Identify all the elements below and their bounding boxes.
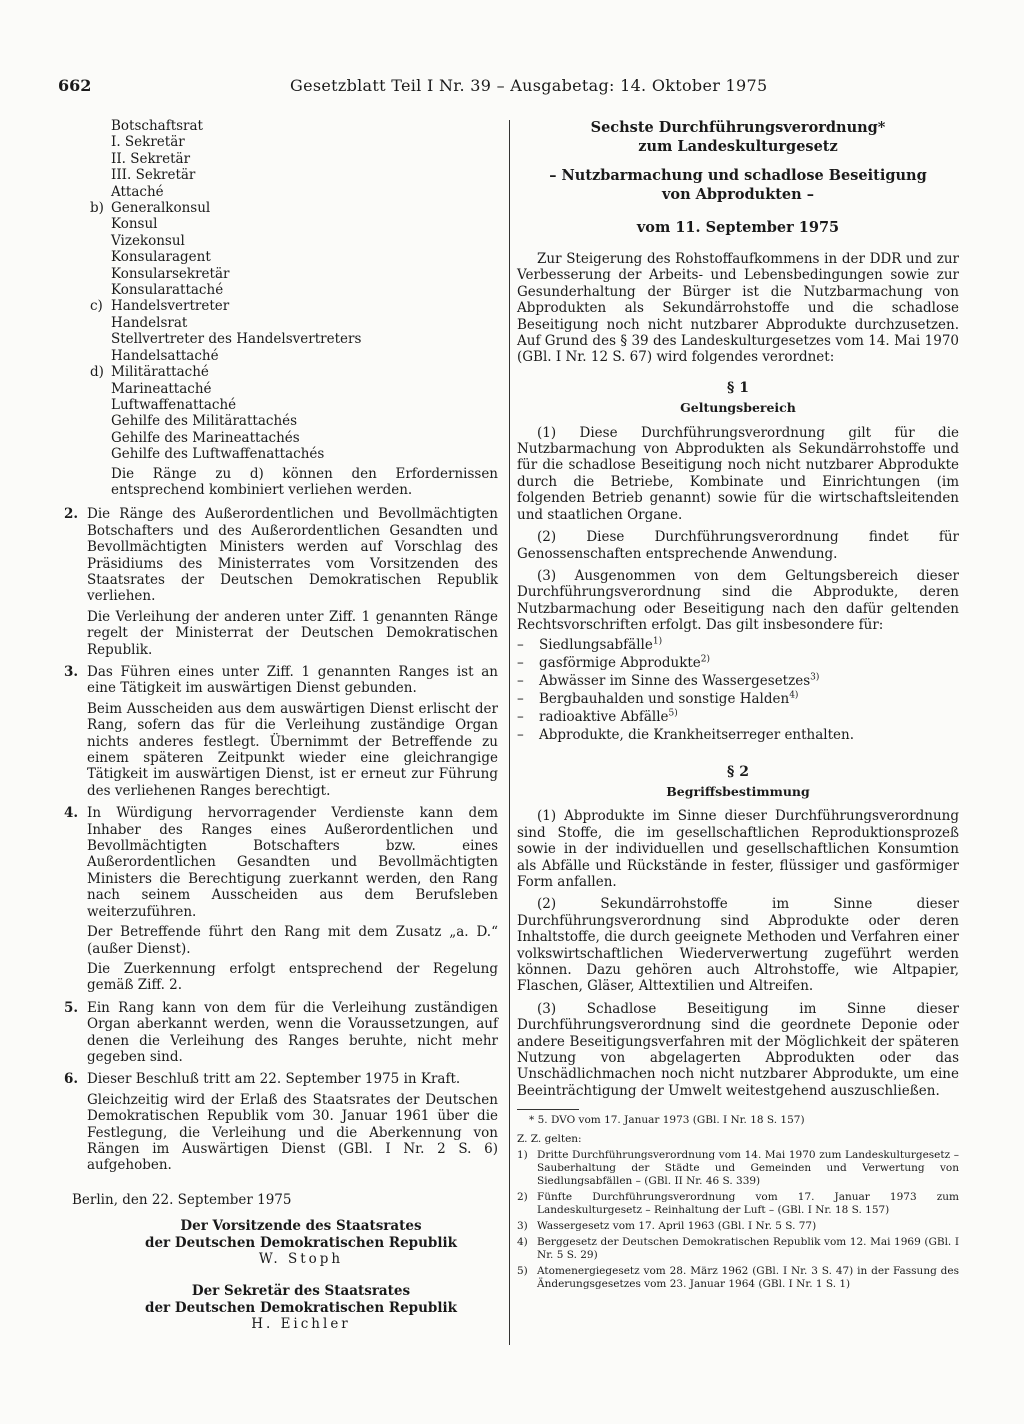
paragraph: (3) Ausgenommen von dem Geltungsbereich dieser Durchführungsverordnung sind die Abprodukte, deren Nutzbarmachung oder Beseitigung nach den dafür geltenden Rechtsvorschriften erfolgt. Das gilt insbesondere für: [517, 567, 959, 634]
clause-2 [64, 506, 498, 658]
rank-item: Konsularattaché [111, 282, 224, 299]
rank-item: Handelsvertreter [111, 298, 230, 315]
signature-block-chairman [64, 1218, 498, 1267]
column-divider [509, 120, 510, 1345]
clause-3 [64, 664, 498, 799]
list-item: – Bergbauhalden und sonstige Halden$^{4)}$ [517, 690, 959, 708]
list-label: d) [90, 364, 104, 381]
rank-list-b [64, 200, 498, 298]
paragraph: Die Verleihung der anderen unter Ziff. 1 genannten Ränge regelt der Ministerrat der Deutschen Demokratischen Republik. [87, 608, 498, 658]
paragraph: (1) Abprodukte im Sinne dieser Durchführungsverordnung sind Stoffe, die im gesellschaftlichen Reproduktionsprozeß sowie in der individuellen und gesellschaftlichen Konsumtion als Abfälle und Rückstände in fester, flüssiger und gasförmiger Form anfallen. [517, 808, 959, 890]
rank-note: Die Ränge zu d) können den Erfordernissen entsprechend kombiniert verliehen werden. [111, 465, 498, 498]
right-column [517, 118, 959, 1291]
rank-item: Konsul [111, 216, 158, 233]
footnotes [517, 1114, 959, 1291]
paragraph: (3) Schadlose Beseitigung im Sinne dieser Durchführungsverordnung sind die geordnete Deponie oder andere Beseitigungsverfahren mit der Möglichkeit der späteren Nutzung von abgelagerten Abprodukten oder das Unschädlichmachen noch nicht nutzbarer Abprodukte, um eine Beeinträchtigung der Umwelt weitestgehend auszuschließen. [517, 1000, 959, 1099]
list-item: – gasförmige Abprodukte$^{2)}$ [517, 654, 959, 672]
page-header [58, 76, 978, 98]
section-title: Geltungsbereich [680, 400, 796, 416]
rank-item: II. Sekretär [111, 150, 191, 167]
list-label: c) [90, 298, 103, 315]
clause-number: 5. [64, 999, 79, 1016]
rank-item: Militärattaché [111, 364, 209, 381]
rank-list-c [64, 298, 498, 364]
paragraph: Ein Rang kann von dem für die Verleihung zuständigen Organ aberkannt werden, wenn die Voraussetzungen, auf denen die Verleihung des Ranges beruhte, nicht mehr gegeben sind. [87, 999, 498, 1065]
signatory-title: Der Sekretär des Staatsrates [191, 1283, 411, 1300]
footnote: 3) Wassergesetz vom 17. April 1963 (GBl. I Nr. 5 S. 77) [517, 1220, 817, 1233]
signatory-name: H. Eichler [251, 1316, 351, 1333]
footnote-rule [517, 1109, 579, 1110]
footnote: 4) Berggesetz der Deutschen Demokratischen Republik vom 12. Mai 1969 (GBl. I Nr. 5 S. 29) [517, 1236, 959, 1262]
signatory-title: der Deutschen Demokratischen Republik [145, 1234, 457, 1251]
gazette-title: Gesetzblatt Teil I Nr. 39 – Ausgabetag: 14. Oktober 1975 [290, 76, 768, 95]
ordinance-title: zum Landeskulturgesetz [638, 138, 838, 155]
ordinance-date: vom 11. September 1975 [636, 219, 840, 236]
clause-number: 6. [64, 1071, 79, 1088]
ordinance-subtitle: von Abprodukten – [661, 186, 815, 203]
list-item: – Abprodukte, die Krankheitserreger enthalten. [517, 726, 959, 744]
rank-item: Gehilfe des Luftwaffenattachés [111, 446, 325, 463]
paragraph: (2) Sekundärrohstoffe im Sinne dieser Durchführungsverordnung sind Abprodukte oder deren Inhaltstoffe, die durch geeignete Methoden und Verfahren einer volkswirtschaftlichen Wiederverwertung zugeführt werden können. Dazu gehören auch Altrohstoffe, wie Altpapier, Flaschen, Gläser, Alttextilien und Altreifen. [517, 896, 959, 995]
section-number: § 2 [727, 763, 749, 780]
clause-number: 4. [64, 805, 79, 822]
footnote-star: * 5. DVO vom 17. Januar 1973 (GBl. I Nr. 18 S. 157) [529, 1114, 805, 1127]
rank-list-d [64, 364, 498, 498]
clause-5 [64, 1000, 498, 1066]
exception-list [517, 636, 959, 744]
rank-item: III. Sekretär [111, 167, 196, 184]
list-item: – Siedlungsabfälle$^{1)}$ [517, 636, 959, 654]
clause-4 [64, 805, 498, 993]
signatory-name: W. Stoph [258, 1251, 344, 1267]
footnote: 5) Atomenergiegesetz vom 28. März 1962 (GBl. I Nr. 3 S. 47) in der Fassung des Änderungsgesetzes vom 23. Januar 1964 (GBl. I Nr. 1 S. 1) [517, 1265, 959, 1291]
list-item: – radioaktive Abfälle$^{5)}$ [517, 708, 959, 726]
ordinance-subtitle: – Nutzbarmachung und schadlose Beseitigung [549, 167, 927, 184]
paragraph: Die Ränge des Außerordentlichen und Bevollmächtigten Botschafters und des Außerordentlichen Gesandten und Bevollmächtigten Ministers werden auf Vorschlag des Präsidiums des Ministerrates vom Vorsitzenden des Staatsrates der Deutschen Demokratischen Republik verliehen. [87, 506, 498, 605]
paragraph: Das Führen eines unter Ziff. 1 genannten Ranges ist an eine Tätigkeit im auswärtigen Dienst gebunden. [87, 664, 498, 697]
left-column [64, 118, 498, 1333]
rank-item: Vizekonsul [111, 232, 185, 249]
clause-number: 3. [64, 664, 79, 680]
paragraph: (2) Diese Durchführungsverordnung findet für Genossenschaften entsprechende Anwendung. [517, 529, 959, 562]
rank-item: Konsularagent [111, 249, 211, 266]
rank-item: Marineattaché [111, 380, 212, 397]
rank-item: I. Sekretär [111, 134, 185, 151]
rank-item: Konsularsekretär [111, 265, 230, 282]
footnote: 2) Fünfte Durchführungsverordnung vom 17. Januar 1973 zum Landeskulturgesetz – Reinhaltung der Luft – (GBl. I Nr. 18 S. 157) [517, 1191, 959, 1217]
paragraph: Die Zuerkennung erfolgt entsprechend der Regelung gemäß Ziff. 2. [87, 960, 498, 994]
signatory-title: der Deutschen Demokratischen Republik [145, 1299, 457, 1316]
rank-item: Luftwaffenattaché [111, 396, 237, 413]
signatory-title: Der Vorsitzende des Staatsrates [180, 1218, 422, 1235]
clause-number: 2. [64, 506, 79, 523]
list-label: b) [90, 200, 104, 217]
footnote-heading: Z. Z. gelten: [517, 1133, 582, 1146]
paragraph: Dieser Beschluß tritt am 22. September 1975 in Kraft. [87, 1071, 461, 1088]
clause-6 [64, 1071, 498, 1173]
rank-item: Gehilfe des Militärattachés [111, 413, 298, 430]
place-date: Berlin, den 22. September 1975 [72, 1191, 292, 1208]
rank-item: Botschaftsrat [111, 118, 203, 134]
rank-item: Handelsrat [111, 314, 188, 331]
paragraph: Der Betreffende führt den Rang mit dem Zusatz „a. D.“ (außer Dienst). [87, 924, 498, 957]
rank-item: Gehilfe des Marineattachés [111, 429, 300, 446]
paragraph: (1) Diese Durchführungsverordnung gilt für die Nutzbarmachung von Abprodukten als Sekundärrohstoffe und für die schadlose Beseitigung noch nicht nutzbarer Abprodukte durch die Betriebe, Kombinate und Einrichtungen (im folgenden Betrieb genannt) sowie für die wirtschaftsleitenden und staatlichen Organe. [517, 424, 959, 523]
paragraph: In Würdigung hervorragender Verdienste kann dem Inhaber des Ranges eines Außerordentlichen und Bevollmächtigten Botschafters bzw. eines Außerordentlichen Gesandten und Bevollmächtigten Ministers die Berechtigung zuerkannt werden, den Rang nach seinem Ausscheiden aus dem Berufsleben weiterzuführen. [87, 805, 498, 920]
rank-item: Handelsattaché [111, 347, 219, 364]
section-title: Begriffsbestimmung [666, 783, 810, 799]
section-number: § 1 [727, 379, 749, 396]
page-number: 662 [58, 76, 92, 95]
rank-item: Stellvertreter des Handelsvertreters [111, 331, 362, 348]
footnote: 1) Dritte Durchführungsverordnung vom 14. Mai 1970 zum Landeskulturgesetz – Sauberhaltung der Städte und Gemeinden und Verwertung von Siedlungsabfällen – (GBl. II Nr. 46 S. 339) [517, 1149, 959, 1188]
list-item: – Abwässer im Sinne des Wassergesetzes$^{3)}$ [517, 672, 959, 690]
rank-item: Attaché [111, 183, 164, 200]
rank-list-a [64, 118, 498, 200]
paragraph: Beim Ausscheiden aus dem auswärtigen Dienst erlischt der Rang, sofern das für die Verleihung zuständige Organ nichts anderes festlegt. Übernimmt der Betreffende zu einem späteren Zeitpunkt wieder eine gleichrangige Tätigkeit im auswärtigen Dienst, ist er erneut zur Führung des verliehenen Ranges berechtigt. [87, 700, 498, 799]
signature-block-secretary [64, 1283, 498, 1332]
paragraph: Gleichzeitig wird der Erlaß des Staatsrates der Deutschen Demokratischen Republik vom 30. Januar 1961 über die Festlegung, die Verleihung und die Aberkennung von Rängen im Auswärtigen Dienst (GBl. I Nr. 2 S. 6) aufgehoben. [87, 1091, 498, 1174]
rank-item: Generalkonsul [111, 200, 211, 217]
preamble: Zur Steigerung des Rohstoffaufkommens in der DDR und zur Verbesserung der Arbeits- und Lebensbedingungen sowie zur Gesunderhaltung der Bürger ist die Nutzbarmachung von Abprodukten als Sekundärrohstoffe und die schadlose Beseitigung noch nicht nutzbarer Abprodukte durchzusetzen. Auf Grund des § 39 des Landeskulturgesetzes vom 14. Mai 1970 (GBl. I Nr. 12 S. 67) wird folgendes verordnet: [517, 251, 959, 366]
ordinance-title: Sechste Durchführungsverordnung* [590, 119, 886, 136]
